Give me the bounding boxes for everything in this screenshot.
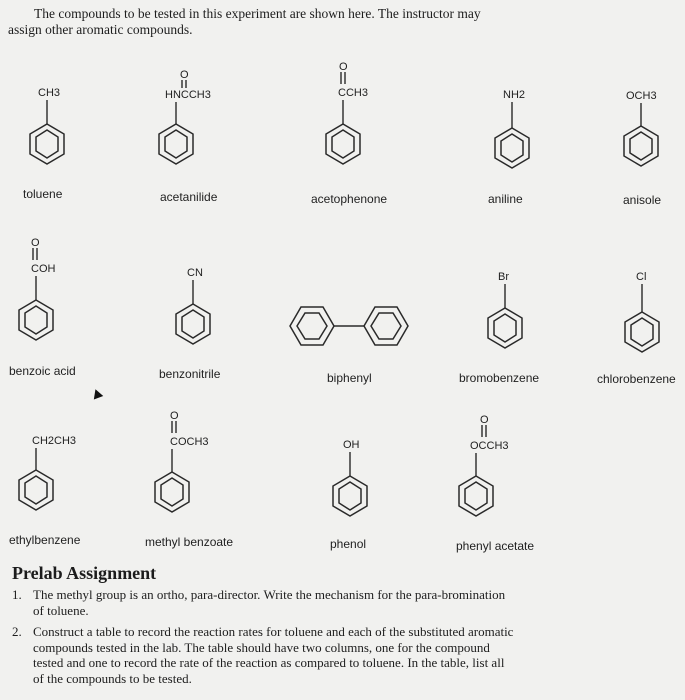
prelab-question-1 [12,587,517,618]
aniline-structure [495,89,529,168]
svg-text:CN [187,267,203,279]
chlorobenzene-substituent: Cl [636,271,647,283]
name-benzoic-acid: benzoic acid [9,364,76,378]
question-2-number: 2. [12,624,22,639]
anisole-substituent: OCH3 [626,90,657,102]
name-toluene: toluene [23,187,63,201]
phenol-substituent: OH [343,439,360,451]
ethylbenzene-substituent: CH2CH3 [32,435,77,447]
anisole-structure [624,90,658,166]
name-acetophenone: acetophenone [311,192,388,206]
name-chlorobenzene: chlorobenzene [597,372,676,386]
name-methyl-benzoate: methyl benzoate [145,535,234,549]
methyl-benzoate-oxygen: O [170,410,179,422]
benzoic-acid-structure [19,237,56,340]
name-acetanilide: acetanilide [160,190,218,204]
name-benzonitrile: benzonitrile [159,367,221,381]
name-anisole: anisole [623,193,662,207]
name-aniline: aniline [488,192,523,206]
acetophenone-substituent: CCH3 [338,87,368,99]
acetophenone-oxygen: O [339,61,348,73]
bromobenzene-structure [488,271,522,348]
svg-text:Br [498,271,509,283]
methyl-benzoate-structure [155,410,209,512]
svg-text:OCCH3 [470,440,509,452]
ethylbenzene-structure [19,435,76,510]
intro-line-1: The compounds to be tested in this experiment are shown here. The instructor may [34,6,481,21]
svg-text:OCH3 [626,90,657,102]
question-2-text: Construct a table to record the reaction rates for toluene and each of the substituted aromatic compounds tested in the lab. The table should have two columns, one for the compound tested and one to record the rate of the reaction as compared to toluene. In the table, list all of the compounds to be tested. [33,624,514,686]
phenyl-acetate-oxygen: O [480,414,489,426]
phenyl-acetate-substituent: OCCH3 [470,440,509,452]
aniline-substituent: NH2 [503,89,526,101]
prelab-heading: Prelab Assignment [12,563,157,583]
prelab-question-2 [12,624,517,686]
phenol-structure [333,439,367,516]
name-phenol: phenol [330,537,367,551]
benzoic-acid-oxygen: O [31,237,40,249]
name-bromobenzene: bromobenzene [459,371,540,385]
question-1-number: 1. [12,587,22,602]
svg-text:NH2 [503,89,525,101]
name-ethylbenzene: ethylbenzene [9,533,81,547]
benzoic-acid-substituent: COH [31,263,56,275]
name-biphenyl: biphenyl [327,371,372,385]
toluene-structure [30,87,64,164]
benzonitrile-substituent: CN [187,267,203,279]
svg-text:CH2CH3 [32,435,76,447]
svg-text:OH [343,439,360,451]
acetophenone-structure [326,61,368,164]
svg-text:HNCCH3 [165,89,211,101]
svg-text:COH [31,263,56,275]
acetanilide-structure [159,69,211,164]
svg-text:CCH3 [338,87,368,99]
name-phenyl-acetate: phenyl acetate [456,539,535,553]
phenyl-acetate-structure [459,414,509,516]
question-1-text: The methyl group is an ortho, para-director. Write the mechanism for the para-bromination of toluene. [33,587,506,618]
acetanilide-substituent: HNCCH3 [165,89,211,101]
svg-text:CH3 [38,87,60,99]
benzonitrile-structure [176,267,210,344]
toluene-substituent: CH3 [38,87,61,99]
methyl-benzoate-substituent: COCH3 [170,436,209,448]
biphenyl-structure [290,307,408,345]
acetanilide-oxygen: O [180,69,189,81]
chlorobenzene-structure [625,271,659,352]
bromobenzene-substituent: Br [498,271,509,283]
intro-line-2: assign other aromatic compounds. [8,22,193,37]
svg-text:Cl [636,271,646,283]
svg-text:COCH3 [170,436,209,448]
